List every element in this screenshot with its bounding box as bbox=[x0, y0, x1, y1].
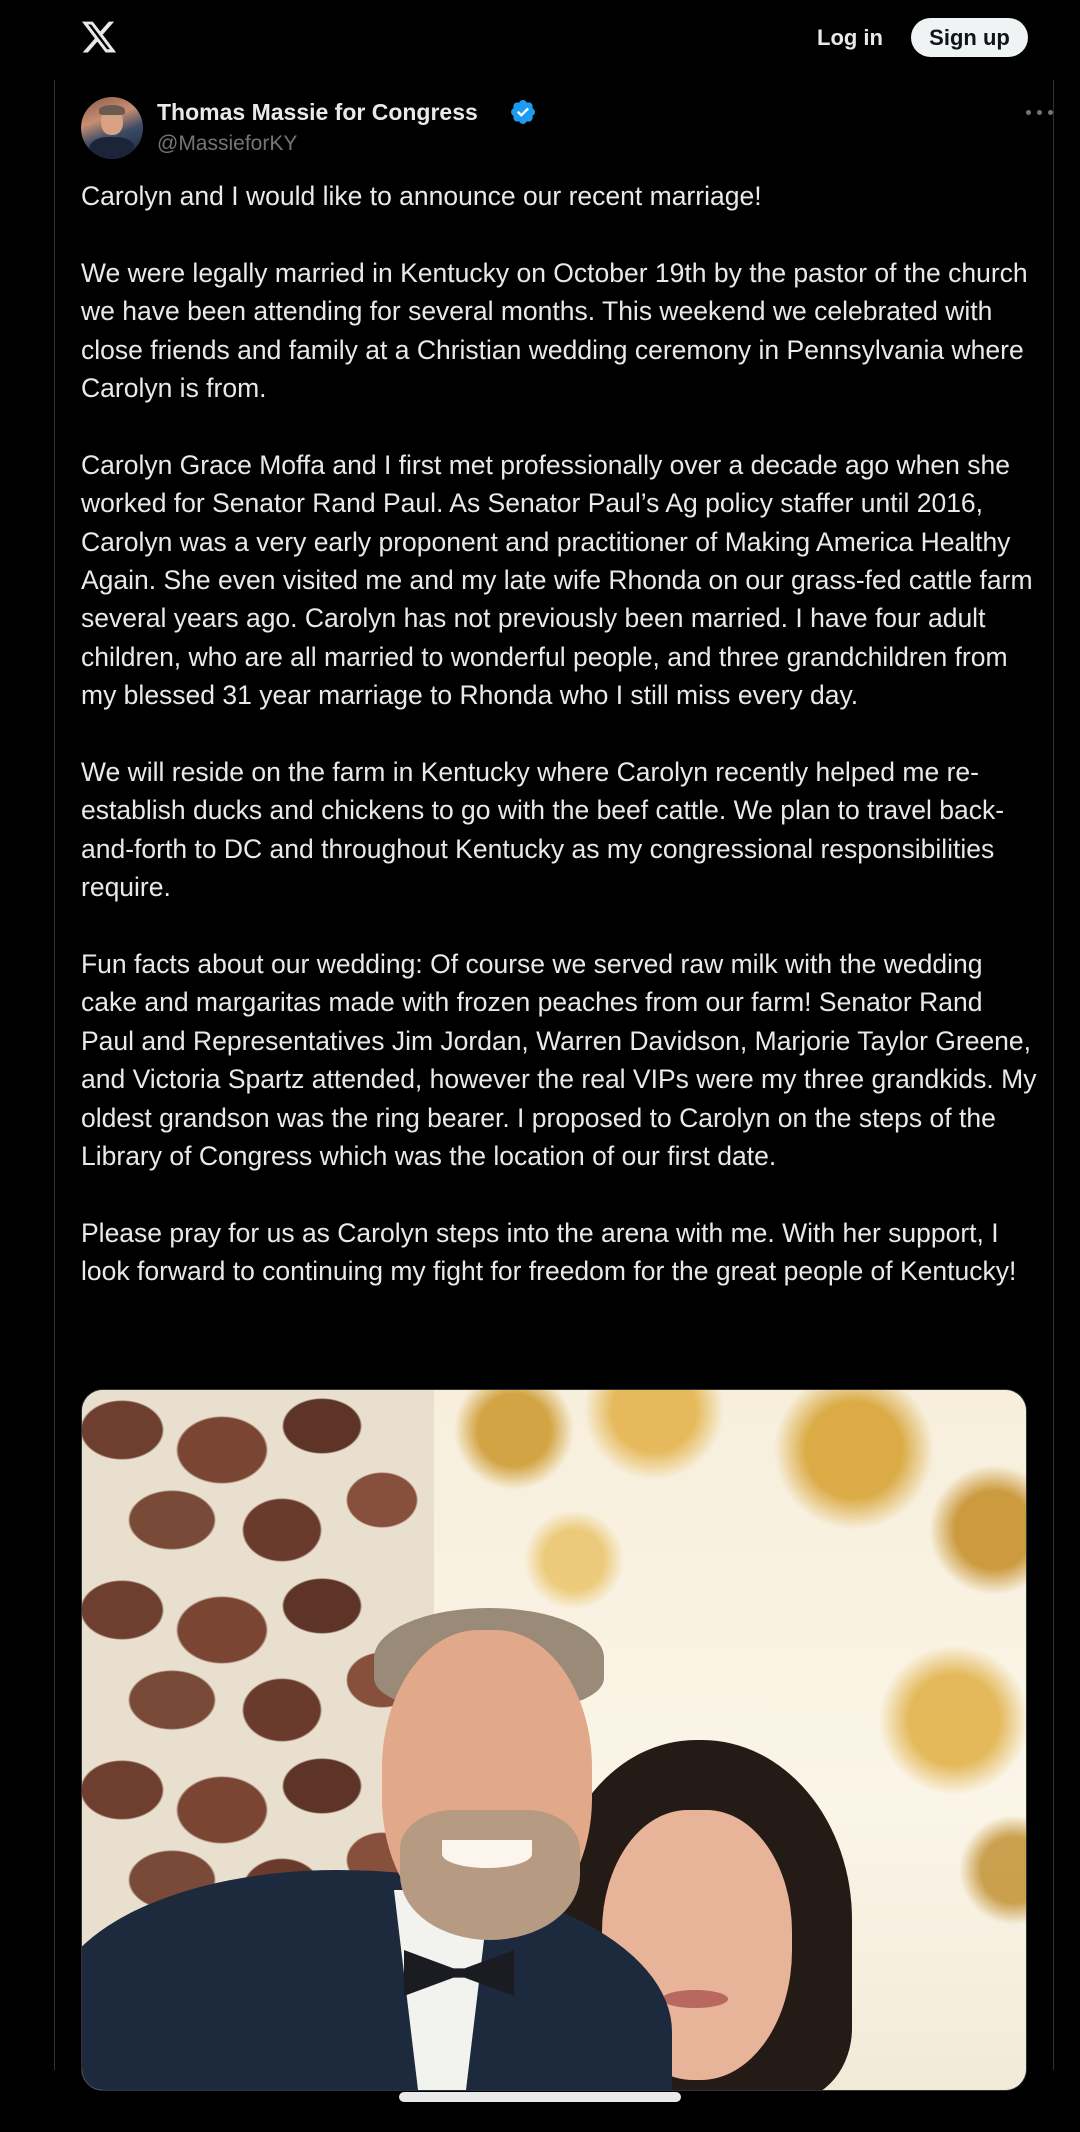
x-logo-icon[interactable] bbox=[80, 18, 118, 56]
login-button[interactable]: Log in bbox=[817, 25, 883, 50]
author-name[interactable]: Thomas Massie for Congress bbox=[157, 99, 478, 125]
signup-button[interactable]: Sign up bbox=[911, 18, 1028, 57]
more-horizontal-icon[interactable] bbox=[1023, 97, 1059, 127]
post-header bbox=[81, 97, 1031, 163]
avatar[interactable] bbox=[81, 97, 143, 159]
post-column bbox=[54, 80, 1054, 2070]
post-paragraph: We will reside on the farm in Kentucky where Carolyn recently helped me re-establish ducks and chickens to go with the beef cattle. We plan to travel back-and-forth to DC and throughout Kentucky as my congressional responsibilities require. bbox=[81, 757, 1005, 903]
post-paragraph: We were legally married in Kentucky on October 19th by the pastor of the church we have been attending for several months. This weekend we celebrated with close friends and family at a Christian wedding ceremony in Pennsylvania where Carolyn is from. bbox=[81, 257, 1028, 404]
post-paragraph: Carolyn Grace Moffa and I first met professionally over a decade ago when she worked for Senator Rand Paul. As Senator Paul’s Ag policy staffer until 2016, Carolyn was a very early proponent and practitioner of Making America Healthy Again. She even visited me and my late wife Rhonda on our grass-fed cattle farm several years ago. Carolyn has not previously been married. I have four adult children, who are all married to wonderful people, and three grandchildren from my blessed 31 year marriage to Rhonda who I still miss every day. bbox=[81, 449, 1033, 711]
home-indicator[interactable] bbox=[399, 2092, 681, 2102]
author-handle[interactable]: @MassieforKY bbox=[157, 132, 298, 155]
post-paragraph: Fun facts about our wedding: Of course we served raw milk with the wedding cake and margaritas made with frozen peaches from our farm! Senator Rand Paul and Representatives Jim Jordan, Warren Davidson, Marjorie Taylor Greene, and Victoria Spartz attended, however the real VIPs were my three grandkids. My oldest grandson was the ring bearer. I proposed to Carolyn on the steps of the Library of Congress which was the location of our first date. bbox=[81, 949, 1037, 1172]
post-paragraph: Carolyn and I would like to announce our recent marriage! bbox=[81, 181, 762, 211]
top-bar bbox=[0, 0, 1080, 76]
post-photo[interactable] bbox=[81, 1389, 1027, 2091]
verified-badge-icon bbox=[509, 98, 537, 126]
post-text bbox=[81, 177, 1041, 1329]
post-paragraph: Please pray for us as Carolyn steps into the arena with me. With her support, I look forward to continuing my fight for freedom for the great people of Kentucky! bbox=[81, 1217, 1017, 1287]
